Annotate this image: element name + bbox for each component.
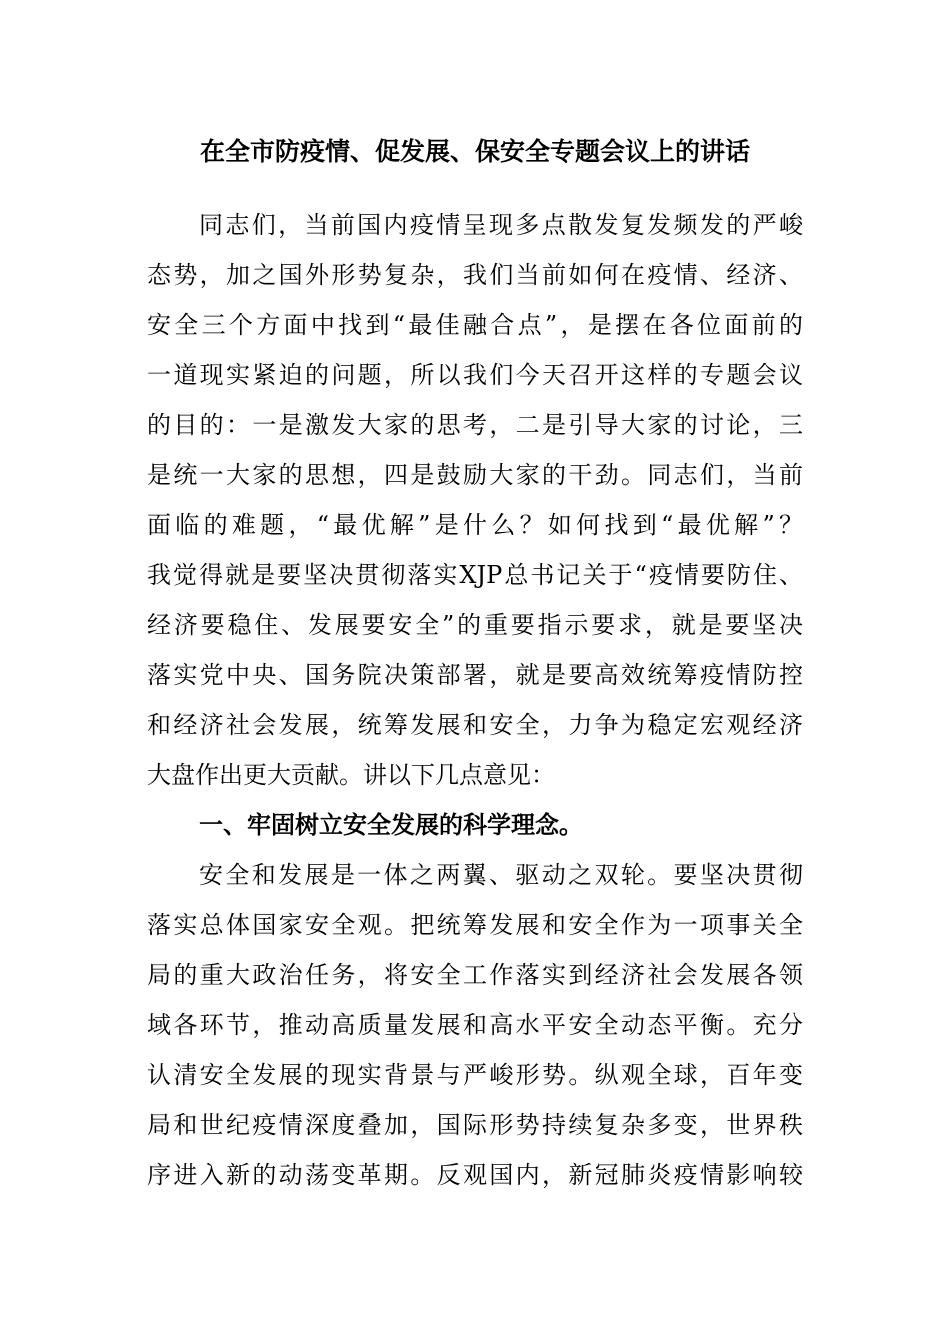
text-line: 域各环节，推动高质量发展和高水平安全动态平衡。充分 [147,1011,803,1039]
text-line: 态势，加之国外形势复杂，我们当前如何在疫情、经济、 [147,261,803,289]
text-line: 的目的：一是激发大家的思考，二是引导大家的讨论，三 [147,411,803,439]
text-line: 面临的难题，“最优解”是什么？如何找到“最优解”？ [147,511,803,539]
text-line: 我觉得就是要坚决贯彻落实XJP总书记关于“疫情要防住、 [147,561,803,589]
text-line: 安全三个方面中找到“最佳融合点”，是摆在各位面前的 [147,311,803,339]
text-line: 安全和发展是一体之两翼、驱动之双轮。要坚决贯彻 [199,861,803,889]
text-line: 一道现实紧迫的问题，所以我们今天召开这样的专题会议 [147,361,803,389]
text-line: 落实总体国家安全观。把统筹发展和安全作为一项事关全 [147,911,803,939]
text-line: 认清安全发展的现实背景与严峻形势。纵观全球，百年变 [147,1061,803,1089]
text-line: 和经济社会发展，统筹发展和安全，力争为稳定宏观经济 [147,711,803,739]
text-line: 经济要稳住、发展要安全”的重要指示要求，就是要坚决 [147,611,803,639]
text-line: 局和世纪疫情深度叠加，国际形势持续复杂多变，世界秩 [147,1111,803,1139]
text-line: 大盘作出更大贡献。讲以下几点意见： [147,761,555,789]
text-line: 局的重大政治任务，将安全工作落实到经济社会发展各领 [147,961,803,989]
paragraph-2 [147,850,803,1200]
text-line: 序进入新的动荡变革期。反观国内，新冠肺炎疫情影响较 [147,1161,803,1189]
document-title: 在全市防疫情、促发展、保安全专题会议上的讲话 [199,137,750,166]
document-body [147,200,803,1200]
paragraph-1 [147,200,803,800]
text-line: 落实党中央、国务院决策部署，就是要高效统筹疫情防控 [147,661,803,689]
text-line: 是统一大家的思想，四是鼓励大家的干劲。同志们，当前 [147,461,803,489]
section-heading: 一、牢固树立安全发展的科学理念。 [199,811,583,839]
text-line: 同志们，当前国内疫情呈现多点散发复发频发的严峻 [199,211,803,239]
